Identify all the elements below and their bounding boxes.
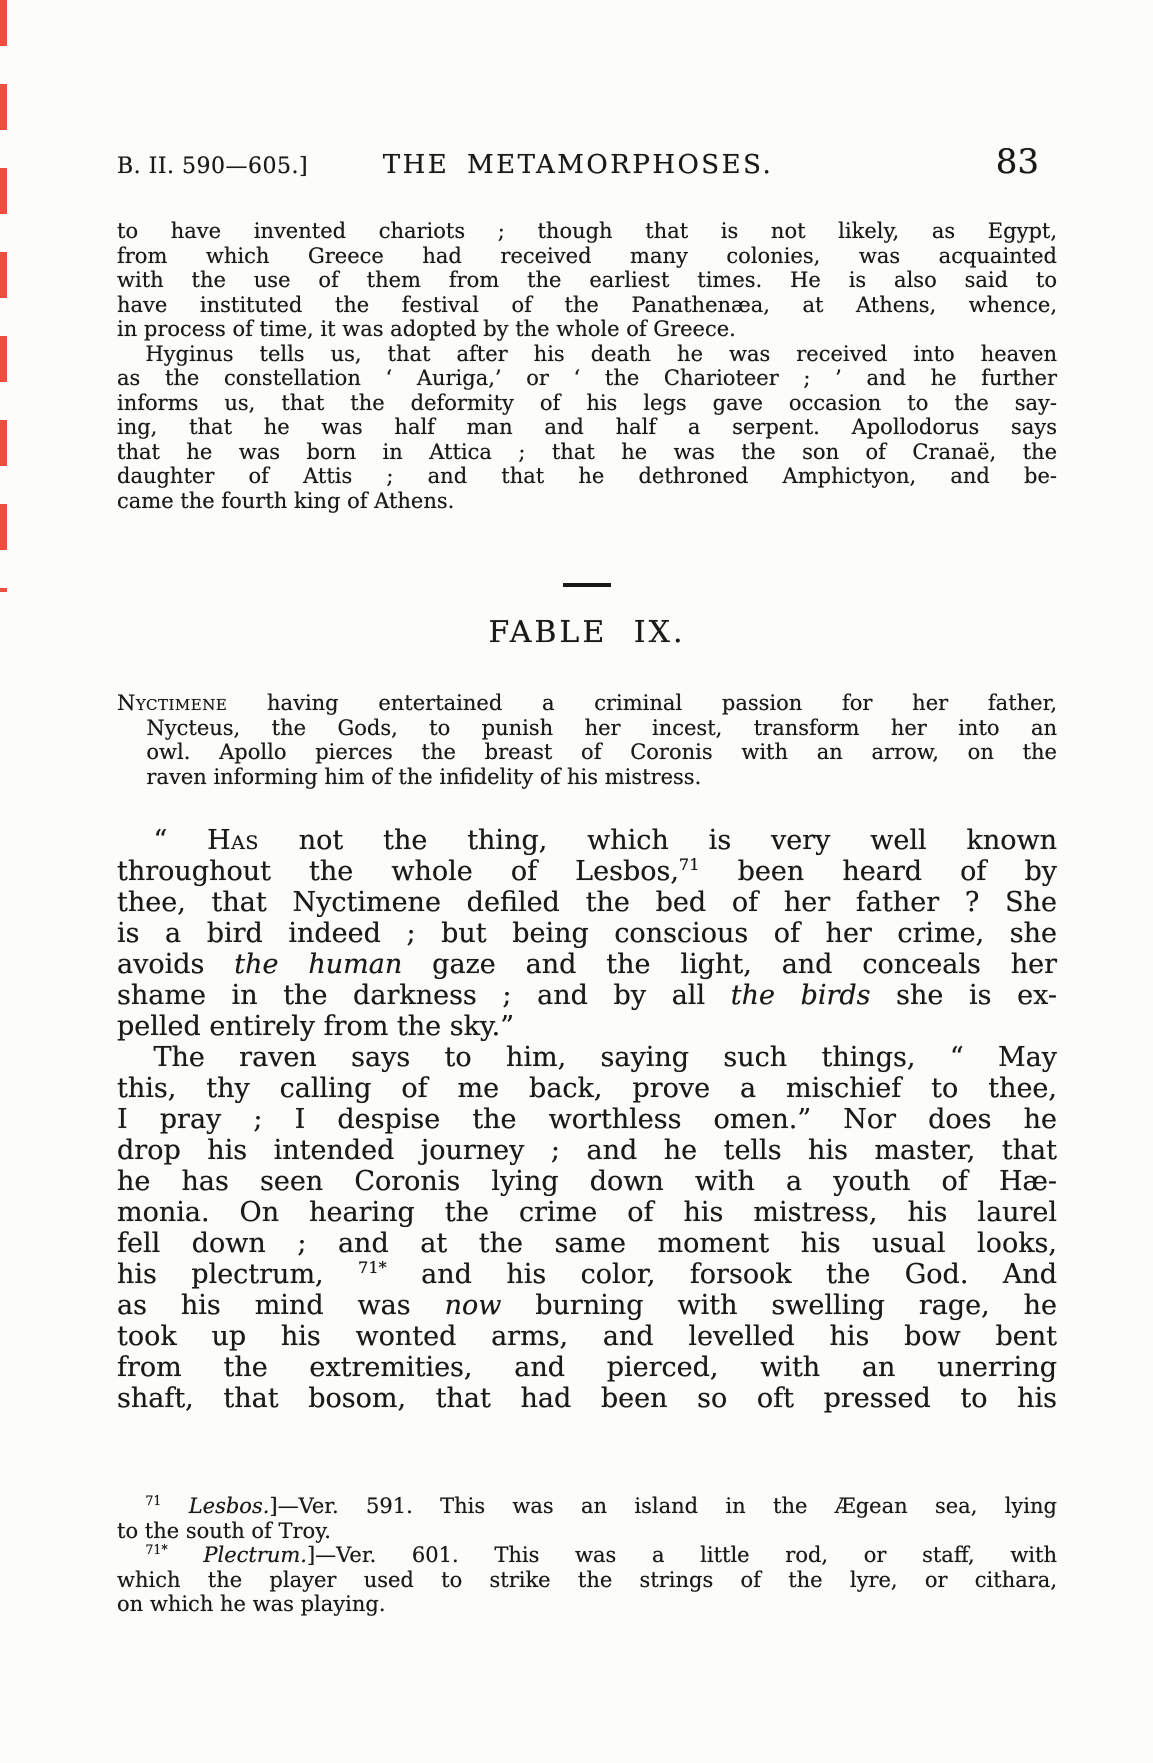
- commentary-paragraph-1: to have invented chariots ; though that is not likely, as Egypt, from which Greece had received many colonies, was acquainted with the use of them from the earliest times. He is also said to have instituted the festival of the Panathenæa, at Athens, whence, in process of time, it was adopted by the whole of Greece.: [117, 219, 1057, 341]
- section-divider: [563, 583, 611, 587]
- fable-summary: Nyctimene having entertained a criminal passion for her father, Nycteus, the Gods, to punish her incest, transform her into an owl. Apollo pierces the breast of Coronis with an arrow, on the raven informing him of the infidelity of his mistress.: [117, 691, 1057, 789]
- commentary-paragraph-2: Hyginus tells us, that after his death he was received into heaven as the constellation ‘ Auriga,’ or ‘ the Charioteer ; ’ and he further informs us, that the deformity of his legs gave occasion to the say- ing, that he was half man and half a serpent. Apollodorus says that he was born in Attica ; that he was the son of Cranaë, the daughter of Attis ; and that he dethroned Amphictyon, and be- came the fourth king of Athens.: [117, 341, 1057, 513]
- scan-edge-artifact: [0, 0, 7, 592]
- running-head-book-verse: B. II. 590—605.]: [117, 154, 309, 179]
- running-head: [117, 142, 1057, 182]
- fable-body-paragraph-2: The raven says to him, saying such things, “ May this, thy calling of me back, prove a mischief to thee, I pray ; I despise the worthless omen.” Nor does he drop his intended journey ; and he tells his master, that he has seen Coronis lying down with a youth of Hæ- monia. On hearing the crime of his mistress, his laurel fell down ; and at the same moment his usual looks, his plectrum, $^{71*}$ and his color, forsook the God. And as his mind was now burning with swelling rage, he took up his wonted arms, and levelled his bow bent from the extremities, and pierced, with an unerring shaft, that bosom, that had been so oft pressed to his: [117, 1042, 1058, 1414]
- fable-body-paragraph-1: “ Has not the thing, which is very well known throughout the whole of Lesbos,$^{71}$ been heard of by thee, that Nyctimene defiled the bed of her father ? She is a bird indeed ; but being conscious of her crime, she avoids the human gaze and the light, and conceals her shame in the darkness ; and by all the birds she is ex- pelled entirely from the sky.”: [117, 825, 1058, 1042]
- footnote-lesbos: $^{71}$ Lesbos.]—Ver. 591. This was an island in the Ægean sea, lying to the south of Troy.: [117, 1493, 1057, 1543]
- footnote-plectrum: $^{71*}$ Plectrum.]—Ver. 601. This was a little rod, or staff, with which the player used to strike the strings of the lyre, or cithara, on which he was playing.: [117, 1542, 1057, 1616]
- footnotes: [117, 1494, 1057, 1617]
- running-head-title: THE METAMORPHOSES.: [382, 150, 774, 180]
- fable-heading: FABLE IX.: [488, 615, 686, 650]
- page-number: 83: [995, 142, 1039, 182]
